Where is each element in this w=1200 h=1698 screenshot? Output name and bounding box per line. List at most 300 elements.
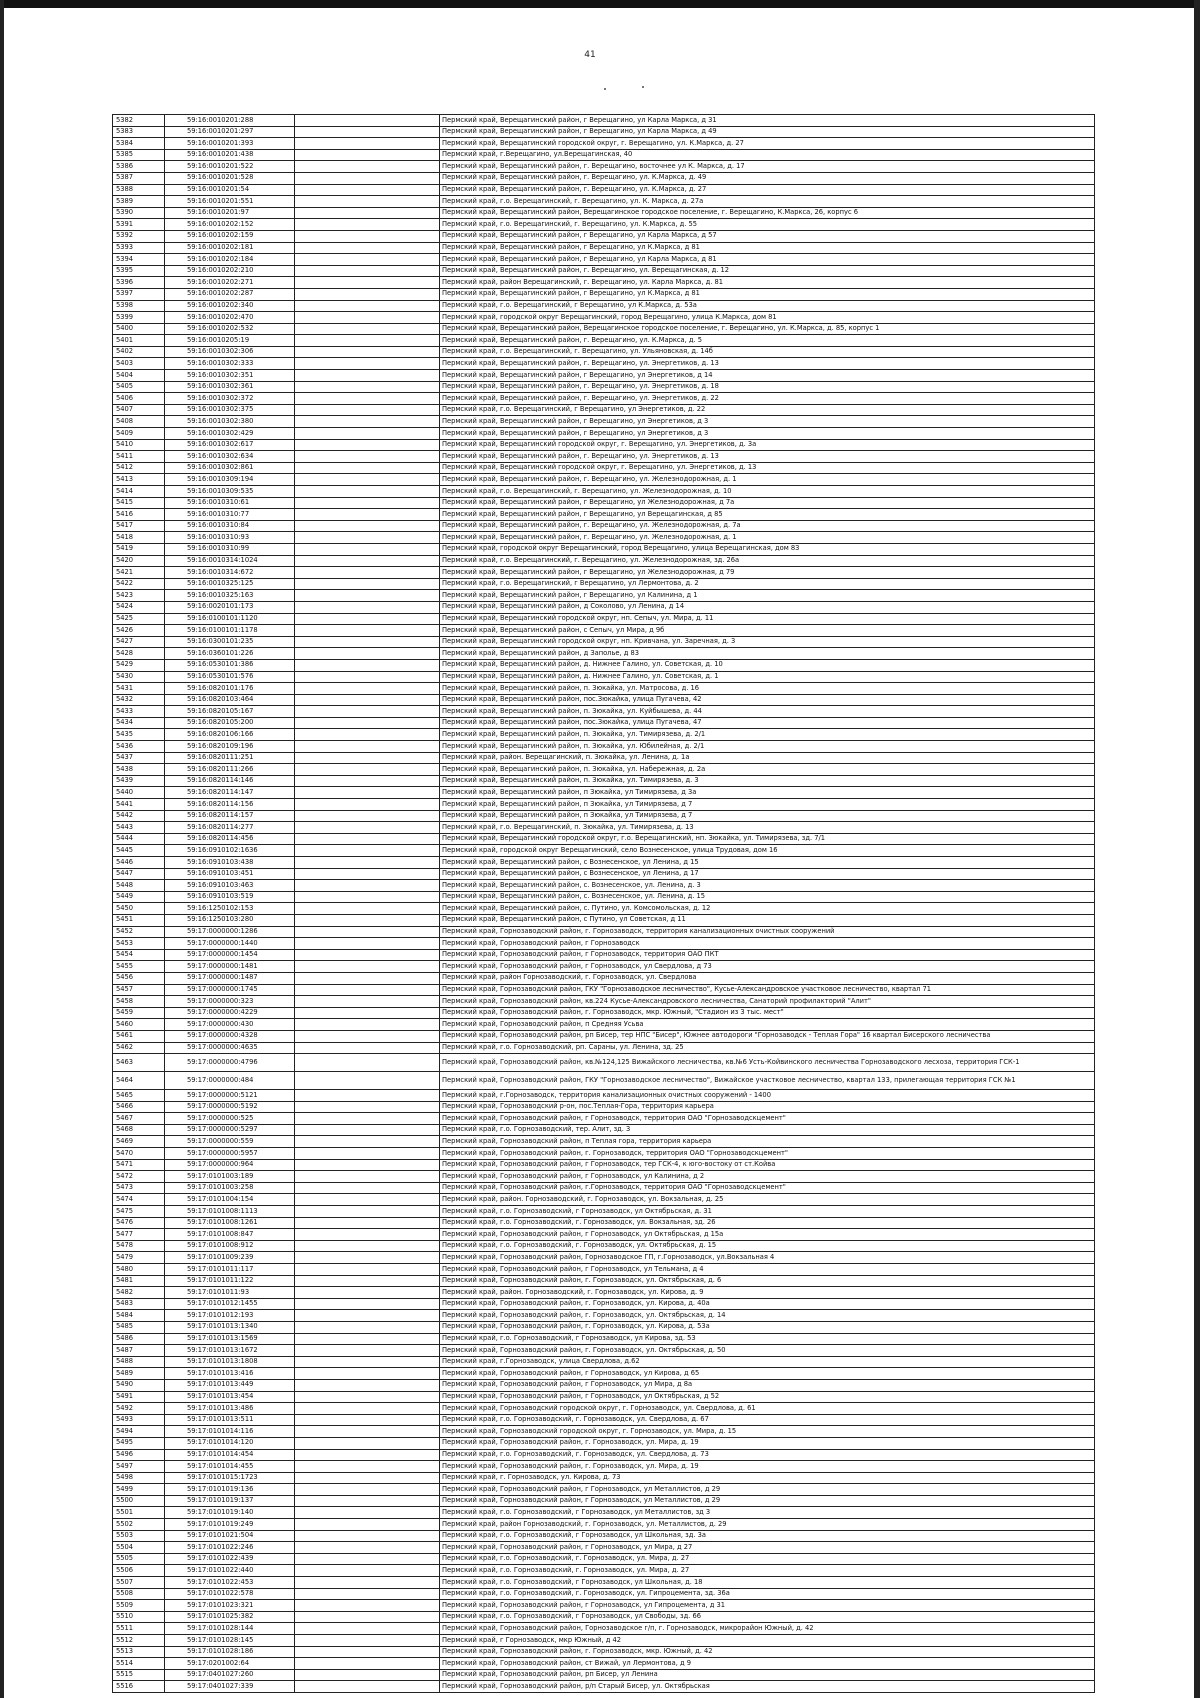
address-cell: Пермский край, г.о. Верещагинский, г Верещагино, ул Лермонтова, д. 2 bbox=[440, 578, 1095, 590]
cadastral-number-cell: 59:16:0820105:200 bbox=[165, 717, 295, 729]
row-number-cell: 5403 bbox=[113, 358, 165, 370]
empty-cell bbox=[295, 1042, 440, 1054]
empty-cell bbox=[295, 474, 440, 486]
row-number-cell: 5433 bbox=[113, 706, 165, 718]
cadastral-number-cell: 59:16:0010202:152 bbox=[165, 219, 295, 231]
cadastral-number-cell: 59:17:0000000:525 bbox=[165, 1113, 295, 1125]
table-row bbox=[113, 1623, 1095, 1635]
address-cell: Пермский край, г.о. Верещагинский, г. Верещагино, ул. К. Маркса, д. 27а bbox=[440, 196, 1095, 208]
empty-cell bbox=[295, 845, 440, 857]
table-row bbox=[113, 903, 1095, 915]
cadastral-number-cell: 59:17:0000000:1481 bbox=[165, 961, 295, 973]
address-cell: Пермский край, Верещагинский городской округ, г. Верещагино, ул. К.Маркса, д. 27 bbox=[440, 138, 1095, 150]
empty-cell bbox=[295, 1019, 440, 1031]
empty-cell bbox=[295, 903, 440, 915]
address-cell: Пермский край, Верещагинский район, г. Верещагино, ул. Верещагинская, д. 12 bbox=[440, 265, 1095, 277]
empty-cell bbox=[295, 312, 440, 324]
row-number-cell: 5501 bbox=[113, 1507, 165, 1519]
cadastral-number-cell: 59:16:0010202:470 bbox=[165, 312, 295, 324]
cadastral-number-cell: 59:16:0010314:1024 bbox=[165, 555, 295, 567]
scan-left-border bbox=[0, 0, 4, 1698]
empty-cell bbox=[295, 683, 440, 695]
table-row bbox=[113, 1414, 1095, 1426]
empty-cell bbox=[295, 1264, 440, 1276]
row-number-cell: 5396 bbox=[113, 277, 165, 289]
empty-cell bbox=[295, 1030, 440, 1042]
empty-cell bbox=[295, 926, 440, 938]
table-row bbox=[113, 787, 1095, 799]
table-row bbox=[113, 659, 1095, 671]
cadastral-number-cell: 59:16:0530101:576 bbox=[165, 671, 295, 683]
address-cell: Пермский край, Верещагинский район, г Верещагино, ул Карла Маркса, д 57 bbox=[440, 230, 1095, 242]
table-row bbox=[113, 1681, 1095, 1693]
empty-cell bbox=[295, 242, 440, 254]
empty-cell bbox=[295, 1530, 440, 1542]
row-number-cell: 5437 bbox=[113, 752, 165, 764]
address-cell: Пермский край, Горнозаводский район, г Горнозаводск, ул Тельмана, д 4 bbox=[440, 1264, 1095, 1276]
cadastral-number-cell: 59:17:0101013:416 bbox=[165, 1368, 295, 1380]
row-number-cell: 5428 bbox=[113, 648, 165, 660]
cadastral-number-cell: 59:17:0101012:1455 bbox=[165, 1298, 295, 1310]
table-row bbox=[113, 810, 1095, 822]
row-number-cell: 5417 bbox=[113, 520, 165, 532]
row-number-cell: 5400 bbox=[113, 323, 165, 335]
address-cell: Пермский край, Верещагинский район, с. Путино, ул. Комсомольская, д. 12 bbox=[440, 903, 1095, 915]
empty-cell bbox=[295, 1414, 440, 1426]
row-number-cell: 5490 bbox=[113, 1379, 165, 1391]
cadastral-number-cell: 59:16:0300101:235 bbox=[165, 636, 295, 648]
cadastral-number-cell: 59:17:0201002:64 bbox=[165, 1658, 295, 1670]
row-number-cell: 5487 bbox=[113, 1345, 165, 1357]
table-row bbox=[113, 1437, 1095, 1449]
address-cell: Пермский край, Верещагинский район, г Верещагино, ул Верещагинская, д 85 bbox=[440, 509, 1095, 521]
cadastral-number-cell: 59:16:0010202:287 bbox=[165, 288, 295, 300]
empty-cell bbox=[295, 799, 440, 811]
address-cell: Пермский край, Верещагинский район, п Зюкайка, ул Тимирязева, д 3а bbox=[440, 787, 1095, 799]
row-number-cell: 5390 bbox=[113, 207, 165, 219]
cadastral-number-cell: 59:16:0010302:372 bbox=[165, 393, 295, 405]
empty-cell bbox=[295, 578, 440, 590]
address-cell: Пермский край, Верещагинский район, г. Верещагино, ул. Энергетиков, д. 18 bbox=[440, 381, 1095, 393]
empty-cell bbox=[295, 1333, 440, 1345]
table-row bbox=[113, 1345, 1095, 1357]
cadastral-number-cell: 59:16:0010201:393 bbox=[165, 138, 295, 150]
empty-cell bbox=[295, 543, 440, 555]
table-row bbox=[113, 1252, 1095, 1264]
cadastral-number-cell: 59:16:0010302:429 bbox=[165, 428, 295, 440]
empty-cell bbox=[295, 416, 440, 428]
cadastral-number-cell: 59:17:0000000:1454 bbox=[165, 949, 295, 961]
cadastral-number-cell: 59:16:0910103:463 bbox=[165, 880, 295, 892]
row-number-cell: 5511 bbox=[113, 1623, 165, 1635]
cadastral-number-cell: 59:16:0010202:184 bbox=[165, 254, 295, 266]
address-cell: Пермский край, Верещагинский район, с Вознесенское, ул Ленина, д 17 bbox=[440, 868, 1095, 880]
table-row bbox=[113, 323, 1095, 335]
address-cell: Пермский край, Горнозаводский район, г. Горнозаводск, территория ОАО "Горнозаводскцемент" bbox=[440, 1148, 1095, 1160]
row-number-cell: 5486 bbox=[113, 1333, 165, 1345]
row-number-cell: 5491 bbox=[113, 1391, 165, 1403]
table-row bbox=[113, 1530, 1095, 1542]
empty-cell bbox=[295, 1669, 440, 1681]
cadastral-number-cell: 59:16:0010309:535 bbox=[165, 486, 295, 498]
empty-cell bbox=[295, 1356, 440, 1368]
table-row bbox=[113, 1007, 1095, 1019]
table-row bbox=[113, 1206, 1095, 1218]
table-row bbox=[113, 1484, 1095, 1496]
address-cell: Пермский край, г.о. Горнозаводский, г Горнозаводск, ул Школьная, д. 18 bbox=[440, 1577, 1095, 1589]
row-number-cell: 5502 bbox=[113, 1519, 165, 1531]
table-row bbox=[113, 764, 1095, 776]
empty-cell bbox=[295, 810, 440, 822]
table-row bbox=[113, 532, 1095, 544]
address-cell: Пермский край, район. Горнозаводский, г. Горнозаводск, ул. Кирова, д. 9 bbox=[440, 1287, 1095, 1299]
row-number-cell: 5391 bbox=[113, 219, 165, 231]
address-cell: Пермский край, городской округ Верещагинский, город Верещагино, улица К.Маркса, дом 81 bbox=[440, 312, 1095, 324]
cadastral-number-cell: 59:16:0820114:156 bbox=[165, 799, 295, 811]
table-row bbox=[113, 265, 1095, 277]
row-number-cell: 5436 bbox=[113, 741, 165, 753]
cadastral-number-cell: 59:17:0101013:449 bbox=[165, 1379, 295, 1391]
table-row bbox=[113, 219, 1095, 231]
row-number-cell: 5475 bbox=[113, 1206, 165, 1218]
empty-cell bbox=[295, 1090, 440, 1102]
table-row bbox=[113, 1333, 1095, 1345]
cadastral-number-cell: 59:17:0101013:1569 bbox=[165, 1333, 295, 1345]
row-number-cell: 5426 bbox=[113, 625, 165, 637]
cadastral-number-cell: 59:17:0000000:1440 bbox=[165, 938, 295, 950]
address-cell: Пермский край, Горнозаводский район, г Горнозаводск, ул Мира, д 27 bbox=[440, 1542, 1095, 1554]
row-number-cell: 5482 bbox=[113, 1287, 165, 1299]
cadastral-number-cell: 59:16:0530101:386 bbox=[165, 659, 295, 671]
cadastral-number-cell: 59:17:0000000:5957 bbox=[165, 1148, 295, 1160]
row-number-cell: 5462 bbox=[113, 1042, 165, 1054]
address-cell: Пермский край, Горнозаводский район, г Горнозаводск, территория ОАО "Горнозаводскцемент" bbox=[440, 1113, 1095, 1125]
row-number-cell: 5389 bbox=[113, 196, 165, 208]
row-number-cell: 5479 bbox=[113, 1252, 165, 1264]
address-cell: Пермский край, Горнозаводский район, г. Горнозаводск, ул. Мира, д. 19 bbox=[440, 1461, 1095, 1473]
empty-cell bbox=[295, 1519, 440, 1531]
cadastral-number-cell: 59:16:0010201:97 bbox=[165, 207, 295, 219]
row-number-cell: 5449 bbox=[113, 891, 165, 903]
cadastral-number-cell: 59:17:0000000:4635 bbox=[165, 1042, 295, 1054]
address-cell: Пермский край, район. Горнозаводский, г. Горнозаводск, ул. Вокзальная, д. 25 bbox=[440, 1194, 1095, 1206]
cadastral-number-cell: 59:17:0000000:4328 bbox=[165, 1030, 295, 1042]
empty-cell bbox=[295, 230, 440, 242]
empty-cell bbox=[295, 265, 440, 277]
table-row bbox=[113, 474, 1095, 486]
cadastral-number-cell: 59:17:0101023:321 bbox=[165, 1600, 295, 1612]
empty-cell bbox=[295, 1391, 440, 1403]
row-number-cell: 5508 bbox=[113, 1588, 165, 1600]
scan-top-border bbox=[0, 0, 1200, 8]
empty-cell bbox=[295, 1345, 440, 1357]
cadastral-number-cell: 59:17:0000000:5192 bbox=[165, 1101, 295, 1113]
address-cell: Пермский край, Горнозаводский район, г Горнозаводск, тер ГСК-4, к юго-востоку от ст.Койва bbox=[440, 1159, 1095, 1171]
cadastral-number-cell: 59:17:0101022:246 bbox=[165, 1542, 295, 1554]
table-row bbox=[113, 497, 1095, 509]
empty-cell bbox=[295, 1577, 440, 1589]
table-row bbox=[113, 1124, 1095, 1136]
row-number-cell: 5422 bbox=[113, 578, 165, 590]
table-row bbox=[113, 439, 1095, 451]
empty-cell bbox=[295, 636, 440, 648]
table-row bbox=[113, 520, 1095, 532]
row-number-cell: 5499 bbox=[113, 1484, 165, 1496]
table-row bbox=[113, 1519, 1095, 1531]
address-cell: Пермский край, Верещагинский район, г. Верещагино, ул. Энергетиков, д. 13 bbox=[440, 451, 1095, 463]
cadastral-number-cell: 59:16:0010302:375 bbox=[165, 404, 295, 416]
address-cell: Пермский край, г.Горнозаводск, территория канализационных очистных сооружений - 1400 bbox=[440, 1090, 1095, 1102]
cadastral-number-cell: 59:16:0010202:532 bbox=[165, 323, 295, 335]
cadastral-number-cell: 59:17:0101019:136 bbox=[165, 1484, 295, 1496]
table-row bbox=[113, 1658, 1095, 1670]
empty-cell bbox=[295, 115, 440, 127]
row-number-cell: 5506 bbox=[113, 1565, 165, 1577]
cadastral-number-cell: 59:17:0000000:559 bbox=[165, 1136, 295, 1148]
empty-cell bbox=[295, 1426, 440, 1438]
cadastral-number-cell: 59:16:0820103:464 bbox=[165, 694, 295, 706]
address-cell: Пермский край, Верещагинский район, д. Нижнее Галино, ул. Советская, д. 10 bbox=[440, 659, 1095, 671]
address-cell: Пермский край, Горнозаводский район, г. Горнозаводск, ул. Кирова, д. 40а bbox=[440, 1298, 1095, 1310]
cadastral-number-cell: 59:16:0010205:19 bbox=[165, 335, 295, 347]
row-number-cell: 5455 bbox=[113, 961, 165, 973]
empty-cell bbox=[295, 1007, 440, 1019]
empty-cell bbox=[295, 648, 440, 660]
cadastral-number-cell: 59:17:0101025:382 bbox=[165, 1611, 295, 1623]
table-row bbox=[113, 115, 1095, 127]
registry-table bbox=[112, 114, 1095, 1693]
cadastral-number-cell: 59:16:0010302:361 bbox=[165, 381, 295, 393]
address-cell: Пермский край, г.Верещагино, ул.Верещагинская, 40 bbox=[440, 149, 1095, 161]
address-cell: Пермский край, Горнозаводский район, кв.224 Кусье-Александровского лесничества, Санаторий профилакторий "Алит" bbox=[440, 996, 1095, 1008]
address-cell: Пермский край, Верещагинский район, п. Зюкайка, ул. Тимирязева, д. 3 bbox=[440, 775, 1095, 787]
cadastral-number-cell: 59:16:0010309:194 bbox=[165, 474, 295, 486]
empty-cell bbox=[295, 868, 440, 880]
cadastral-number-cell: 59:17:0000000:1745 bbox=[165, 984, 295, 996]
empty-cell bbox=[295, 567, 440, 579]
empty-cell bbox=[295, 891, 440, 903]
cadastral-number-cell: 59:16:0100101:1120 bbox=[165, 613, 295, 625]
empty-cell bbox=[295, 613, 440, 625]
table-row bbox=[113, 1194, 1095, 1206]
address-cell: Пермский край, Верещагинский район, д. Нижнее Галино, ул. Советская, д. 1 bbox=[440, 671, 1095, 683]
row-number-cell: 5464 bbox=[113, 1072, 165, 1090]
table-row bbox=[113, 857, 1095, 869]
row-number-cell: 5386 bbox=[113, 161, 165, 173]
table-row bbox=[113, 451, 1095, 463]
registry-body bbox=[113, 115, 1095, 1693]
row-number-cell: 5509 bbox=[113, 1600, 165, 1612]
row-number-cell: 5394 bbox=[113, 254, 165, 266]
table-row bbox=[113, 1472, 1095, 1484]
row-number-cell: 5393 bbox=[113, 242, 165, 254]
row-number-cell: 5493 bbox=[113, 1414, 165, 1426]
row-number-cell: 5435 bbox=[113, 729, 165, 741]
empty-cell bbox=[295, 1553, 440, 1565]
cadastral-number-cell: 59:16:0010314:672 bbox=[165, 567, 295, 579]
cadastral-number-cell: 59:16:1250103:280 bbox=[165, 914, 295, 926]
empty-cell bbox=[295, 1403, 440, 1415]
empty-cell bbox=[295, 671, 440, 683]
cadastral-number-cell: 59:16:0010202:340 bbox=[165, 300, 295, 312]
empty-cell bbox=[295, 717, 440, 729]
row-number-cell: 5384 bbox=[113, 138, 165, 150]
address-cell: Пермский край, район. Верещагинский, п. Зюкайка, ул. Ленина, д. 1а bbox=[440, 752, 1095, 764]
address-cell: Пермский край, Верещагинский район, г Верещагино, ул К.Маркса, д 81 bbox=[440, 288, 1095, 300]
table-row bbox=[113, 393, 1095, 405]
cadastral-number-cell: 59:17:0101004:154 bbox=[165, 1194, 295, 1206]
empty-cell bbox=[295, 1635, 440, 1647]
row-number-cell: 5500 bbox=[113, 1495, 165, 1507]
empty-cell bbox=[295, 590, 440, 602]
cadastral-number-cell: 59:17:0101014:454 bbox=[165, 1449, 295, 1461]
empty-cell bbox=[295, 381, 440, 393]
address-cell: Пермский край, Горнозаводский район, г. Горнозаводск, ул. Октябрьская, д. 6 bbox=[440, 1275, 1095, 1287]
address-cell: Пермский край, Верещагинский район, г. Верещагино, ул. Железнодорожная, д. 7а bbox=[440, 520, 1095, 532]
table-row bbox=[113, 300, 1095, 312]
empty-cell bbox=[295, 914, 440, 926]
cadastral-number-cell: 59:16:0360101:226 bbox=[165, 648, 295, 660]
empty-cell bbox=[295, 1217, 440, 1229]
table-row bbox=[113, 880, 1095, 892]
row-number-cell: 5459 bbox=[113, 1007, 165, 1019]
address-cell: Пермский край, г.о. Верещагинский, г Верещагино, ул К.Маркса, д. 53а bbox=[440, 300, 1095, 312]
address-cell: Пермский край, Верещагинский район, г. Верещагино, ул. К.Маркса, д. 5 bbox=[440, 335, 1095, 347]
address-cell: Пермский край, Горнозаводский район, р/п Старый Бисер, ул. Октябрьская bbox=[440, 1681, 1095, 1693]
cadastral-number-cell: 59:16:0010202:210 bbox=[165, 265, 295, 277]
row-number-cell: 5497 bbox=[113, 1461, 165, 1473]
row-number-cell: 5514 bbox=[113, 1658, 165, 1670]
address-cell: Пермский край, Горнозаводский район, г Горнозаводск, территория ОАО ПКТ bbox=[440, 949, 1095, 961]
empty-cell bbox=[295, 428, 440, 440]
table-row bbox=[113, 752, 1095, 764]
cadastral-number-cell: 59:17:0101013:1672 bbox=[165, 1345, 295, 1357]
address-cell: Пермский край, Верещагинский район, г. Верещагино, ул. Энергетиков, д. 13 bbox=[440, 358, 1095, 370]
cadastral-number-cell: 59:16:1250102:153 bbox=[165, 903, 295, 915]
row-number-cell: 5477 bbox=[113, 1229, 165, 1241]
table-row bbox=[113, 717, 1095, 729]
empty-cell bbox=[295, 1194, 440, 1206]
address-cell: Пермский край, Горнозаводский городской округ, г. Горнозаводск, ул. Мира, д. 15 bbox=[440, 1426, 1095, 1438]
address-cell: Пермский край, Горнозаводский район, ГКУ "Горнозаводское лесничество", Кусье-Александровское участковое лесничество, квартал 71 bbox=[440, 984, 1095, 996]
address-cell: Пермский край, г.Горнозаводск, улица Свердлова, д.62 bbox=[440, 1356, 1095, 1368]
address-cell: Пермский край, г.о. Горнозаводский, г. Горнозаводск, ул. Мира, д. 27 bbox=[440, 1565, 1095, 1577]
table-row bbox=[113, 196, 1095, 208]
row-number-cell: 5425 bbox=[113, 613, 165, 625]
row-number-cell: 5429 bbox=[113, 659, 165, 671]
row-number-cell: 5470 bbox=[113, 1148, 165, 1160]
table-row bbox=[113, 1379, 1095, 1391]
empty-cell bbox=[295, 1507, 440, 1519]
address-cell: Пермский край, Верещагинский район, г. Верещагино, ул. Энергетиков, д. 22 bbox=[440, 393, 1095, 405]
address-cell: Пермский край, Верещагинский район, п. Зюкайка, ул. Матросова, д. 16 bbox=[440, 683, 1095, 695]
address-cell: Пермский край, г.о. Горнозаводский, тер. Алит, зд. 3 bbox=[440, 1124, 1095, 1136]
empty-cell bbox=[295, 1623, 440, 1635]
address-cell: Пермский край, Горнозаводский район, ГКУ "Горнозаводское лесничество", Вижайское участковое лесничество, квартал 133, прилегающая территория ГСК №1 bbox=[440, 1072, 1095, 1090]
address-cell: Пермский край, г.о. Горнозаводский, г. Горнозаводск, ул. Октябрьская, д. 15 bbox=[440, 1240, 1095, 1252]
empty-cell bbox=[295, 509, 440, 521]
row-number-cell: 5431 bbox=[113, 683, 165, 695]
address-cell: Пермский край, Верещагинский район, п. Зюкайка, ул. Тимирязева, д. 2/1 bbox=[440, 729, 1095, 741]
table-row bbox=[113, 1542, 1095, 1554]
table-row bbox=[113, 254, 1095, 266]
table-row bbox=[113, 207, 1095, 219]
empty-cell bbox=[295, 857, 440, 869]
address-cell: Пермский край, Горнозаводский район, г Горнозаводск, ул Калинина, д 2 bbox=[440, 1171, 1095, 1183]
address-cell: Пермский край, Горнозаводский район, п Теплая гора, территория карьера bbox=[440, 1136, 1095, 1148]
cadastral-number-cell: 59:17:0101011:122 bbox=[165, 1275, 295, 1287]
cadastral-number-cell: 59:17:0101022:439 bbox=[165, 1553, 295, 1565]
table-row bbox=[113, 1264, 1095, 1276]
address-cell: Пермский край, район Горнозаводский, г. Горнозаводск, ул. Свердлова bbox=[440, 972, 1095, 984]
empty-cell bbox=[295, 1113, 440, 1125]
address-cell: Пермский край, Верещагинский район, г Верещагино, ул Калинина, д 1 bbox=[440, 590, 1095, 602]
empty-cell bbox=[295, 1310, 440, 1322]
row-number-cell: 5453 bbox=[113, 938, 165, 950]
cadastral-number-cell: 59:17:0101028:144 bbox=[165, 1623, 295, 1635]
empty-cell bbox=[295, 1287, 440, 1299]
address-cell: Пермский край, Верещагинский район, с. Вознесенское, ул. Ленина, д. 15 bbox=[440, 891, 1095, 903]
empty-cell bbox=[295, 1611, 440, 1623]
table-row bbox=[113, 288, 1095, 300]
address-cell: Пермский край, Горнозаводский район, г. Горнозаводск, территория канализационных очистных сооружений bbox=[440, 926, 1095, 938]
table-row bbox=[113, 1072, 1095, 1090]
cadastral-number-cell: 59:17:0101014:116 bbox=[165, 1426, 295, 1438]
empty-cell bbox=[295, 393, 440, 405]
table-row bbox=[113, 1171, 1095, 1183]
table-row bbox=[113, 230, 1095, 242]
cadastral-number-cell: 59:16:0820114:277 bbox=[165, 822, 295, 834]
row-number-cell: 5385 bbox=[113, 149, 165, 161]
address-cell: Пермский край, Горнозаводский район, г. Горнозаводск, ул. Октябрьская, д. 50 bbox=[440, 1345, 1095, 1357]
address-cell: Пермский край, Верещагинский район, г Верещагино, ул К.Маркса, д 81 bbox=[440, 242, 1095, 254]
empty-cell bbox=[295, 741, 440, 753]
table-row bbox=[113, 1287, 1095, 1299]
table-row bbox=[113, 149, 1095, 161]
cadastral-number-cell: 59:17:0101022:440 bbox=[165, 1565, 295, 1577]
empty-cell bbox=[295, 833, 440, 845]
empty-cell bbox=[295, 996, 440, 1008]
cadastral-number-cell: 59:17:0101008:1113 bbox=[165, 1206, 295, 1218]
row-number-cell: 5503 bbox=[113, 1530, 165, 1542]
address-cell: Пермский край, Верещагинский городской округ, нп. Сепыч, ул. Мира, д. 11 bbox=[440, 613, 1095, 625]
table-row bbox=[113, 845, 1095, 857]
table-row bbox=[113, 1298, 1095, 1310]
address-cell: Пермский край, г.о. Верещагинский, г. Верещагино, ул. К.Маркса, д. 55 bbox=[440, 219, 1095, 231]
row-number-cell: 5504 bbox=[113, 1542, 165, 1554]
row-number-cell: 5483 bbox=[113, 1298, 165, 1310]
row-number-cell: 5392 bbox=[113, 230, 165, 242]
row-number-cell: 5401 bbox=[113, 335, 165, 347]
address-cell: Пермский край, Верещагинский район, г. Верещагино, ул. Железнодорожная, д. 1 bbox=[440, 532, 1095, 544]
empty-cell bbox=[295, 439, 440, 451]
empty-cell bbox=[295, 1136, 440, 1148]
empty-cell bbox=[295, 138, 440, 150]
table-row bbox=[113, 926, 1095, 938]
address-cell: Пермский край, Верещагинский городской округ, г. Верещагино, ул. Энергетиков, д. 3а bbox=[440, 439, 1095, 451]
empty-cell bbox=[295, 1461, 440, 1473]
empty-cell bbox=[295, 1101, 440, 1113]
table-row bbox=[113, 648, 1095, 660]
row-number-cell: 5395 bbox=[113, 265, 165, 277]
address-cell: Пермский край, Верещагинский район, д Заполье, д 83 bbox=[440, 648, 1095, 660]
address-cell: Пермский край, Верещагинский городской округ, г. Верещагино, ул. Энергетиков, д. 13 bbox=[440, 462, 1095, 474]
address-cell: Пермский край, район Верещагинский, г. Верещагино, ул. Карла Маркса, д. 81 bbox=[440, 277, 1095, 289]
empty-cell bbox=[295, 532, 440, 544]
address-cell: Пермский край, Горнозаводский район, г.Горнозаводск, территория ОАО "Горнозаводскцемент" bbox=[440, 1182, 1095, 1194]
table-row bbox=[113, 1391, 1095, 1403]
address-cell: Пермский край, Верещагинский район, п. Зюкайка, ул. Набережная, д. 2а bbox=[440, 764, 1095, 776]
